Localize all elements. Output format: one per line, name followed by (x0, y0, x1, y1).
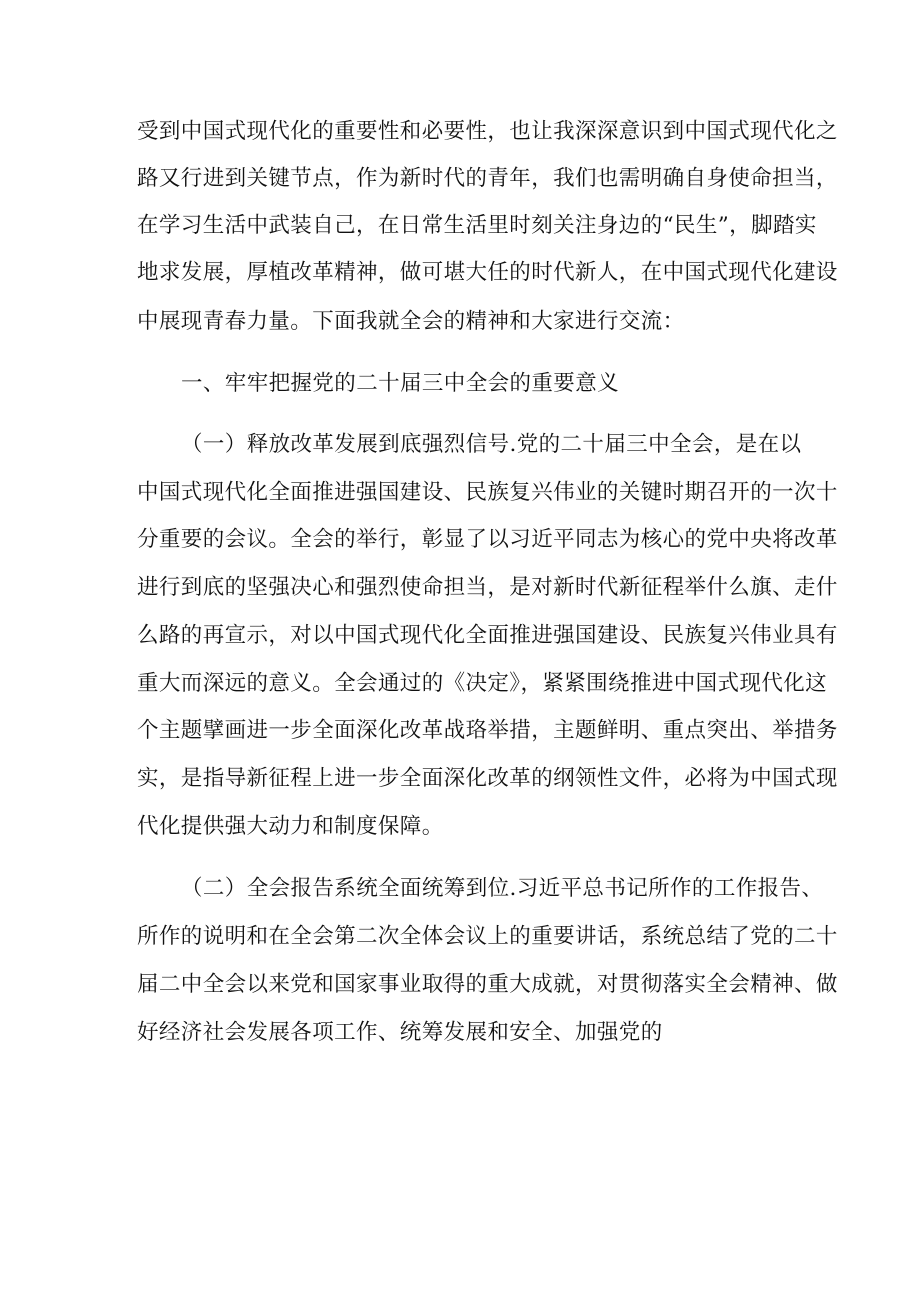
subsection1-line-6: 重大而深远的意义。全会通过的《决定》，紧紧围绕推进中国式现代化这 (137, 671, 828, 696)
subsection1-line-3: 分重要的会议。全会的举行，彰显了以习近平同志为核心的党中央将改革 (137, 527, 838, 552)
subsection1-line-5: 么路的再宣示，对以中国式现代化全面推进强国建设、民族复兴伟业具有 (137, 623, 838, 648)
subsection1-line-4: 进行到底的坚强决心和强烈使命担当，是对新时代新征程举什么旗、走什 (137, 575, 838, 600)
subsection1-line-2: 中国式现代化全面推进强国建设、民族复兴伟业的关键时期召开的一次十 (137, 480, 838, 505)
intro-line-1: 受到中国式现代化的重要性和必要性，也让我深深意识到中国式现代化之 (137, 119, 838, 144)
intro-line-5: 中展现青春力量。下面我就全会的精神和大家进行交流： (137, 309, 685, 334)
subsection1-line-1: （一）释放改革发展到底强烈信号.党的二十届三中全会，是在以 (181, 432, 802, 457)
subsection2-line-1: （二）全会报告系统全面统筹到位.习近平总书记所作的工作报告、 (181, 876, 824, 901)
intro-line-2: 路又行进到关键节点，作为新时代的青年，我们也需明确自身使命担当， (137, 166, 838, 191)
section-heading: 一、牢牢把握党的二十届三中全会的重要意义 (181, 371, 620, 396)
subsection1-line-9: 代化提供强大动力和制度保障。 (137, 814, 444, 839)
subsection1-line-7: 个主题擘画进一步全面深化改革战珞举措，主题鲜明、重点突出、举措务 (137, 718, 838, 743)
subsection2-line-3: 届二中全会以来党和国家事业取得的重大成就，对贯彻落实全会精神、做 (137, 972, 838, 997)
subsection2-line-4: 好经济社会发展各项工作、统筹发展和安全、加强党的 (137, 1020, 663, 1045)
intro-line-3: 在学习生活中武装自己，在日常生活里时刻关注身边的“民生”，脚踏实 (137, 213, 817, 238)
subsection2-line-2: 所作的说明和在全会第二次全体会议上的重要讲话，系统总结了党的二十 (137, 924, 838, 949)
subsection1-line-8: 实，是指导新征程上进一步全面深化改革的纲领性文件，必将为中国式现 (137, 766, 838, 791)
intro-line-4: 地求发展，厚植改革精神，做可堪大任的时代新人，在中国式现代化建设 (137, 260, 838, 285)
